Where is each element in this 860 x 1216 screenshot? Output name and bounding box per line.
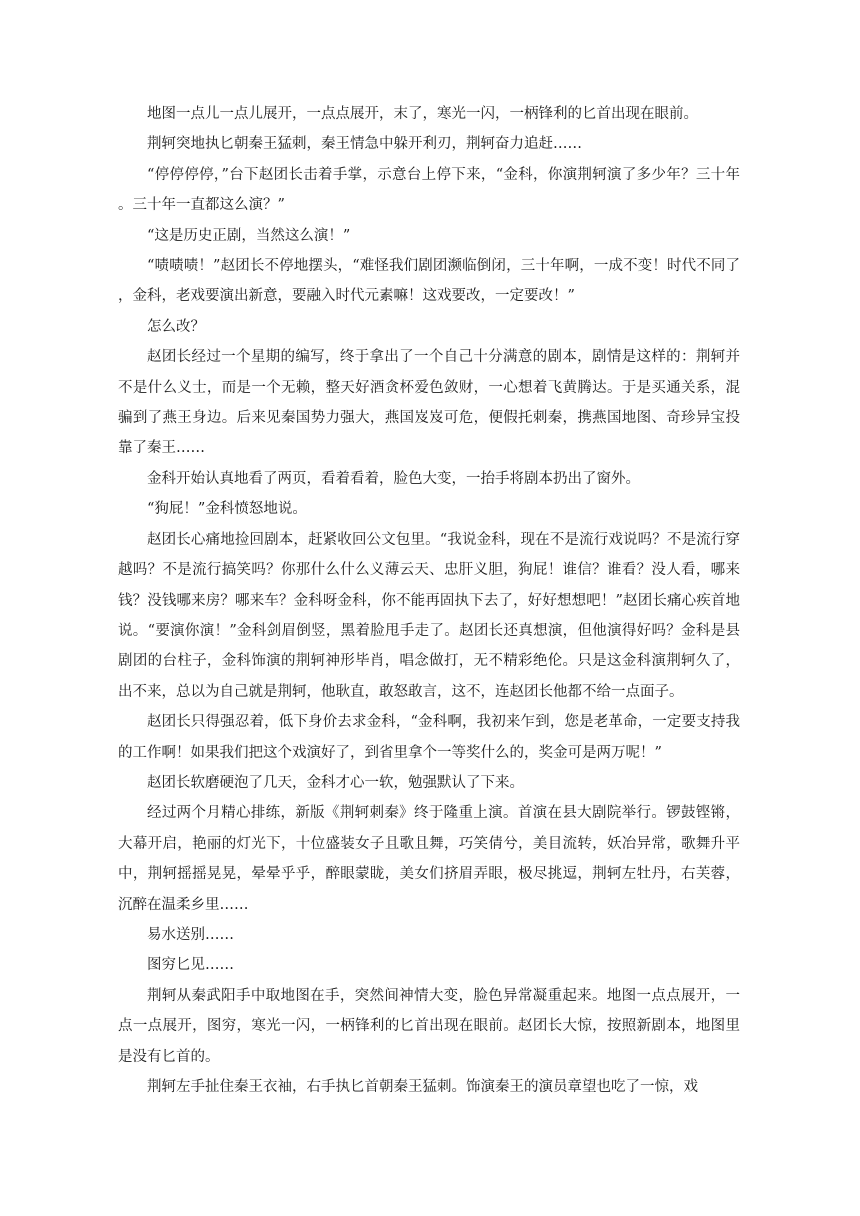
paragraph-17: 荆轲左手扯住秦王衣袖，右手执匕首朝秦王猛刺。饰演秦王的演员章望也吃了一惊，戏	[147, 1079, 698, 1095]
paragraph-10: 赵团长心痛地捡回剧本，赶紧收回公文包里。“我说金科，现在不是流行戏说吗？不是流行穿越吗？不是流行搞笑吗？你那什么什么义薄云天、忠肝义胆，狗屁！谁信？谁看？没人看，哪来钱？没钱哪来房？哪来车？金科呀金科，你不能再固执下去了，好好想想吧！”赵团长痛心疾首地说。“要演你演！”金科剑眉倒竖，黑着脸甩手走了。赵团长还真想演，但他演得好吗？金科是县剧团的台柱子，金科饰演的荆轲神形毕肖，唱念做打，无不精彩绝伦。只是这金科演荆轲久了，出不来，总以为自己就是荆轲，他耿直，敢怒敢言，这不，连赵团长他都不给一点面子。	[118, 531, 740, 700]
paragraph-7: 赵团长经过一个星期的编写，终于拿出了一个自己十分满意的剧本，剧情是这样的：荆轲并不是什么义士，而是一个无赖，整天好酒贪杯爱色敛财，一心想着飞黄腾达。于是买通关系，混骗到了燕王身边。后来见秦国势力强大，燕国岌岌可危，便假托刺秦，携燕国地图、奇珍异宝投靠了秦王……	[118, 349, 740, 457]
paragraph-15: 图穷匕见……	[147, 957, 234, 974]
story-text	[118, 99, 740, 1102]
paragraph-8: 金科开始认真地看了两页，看着看着，脸色大变，一抬手将剧本扔出了窗外。	[147, 470, 640, 487]
paragraph-4: “这是历史正剧，当然这么演！”	[147, 227, 351, 244]
paragraph-13: 经过两个月精心排练，新版《荆轲刺秦》终于隆重上演。首演在县大剧院举行。锣鼓铿锵，大幕开启，艳丽的灯光下，十位盛装女子且歌且舞，巧笑倩兮，美目流转，妖冶异常，歌舞升平中，荆轲摇摇晃晃，晕晕乎乎，醉眼蒙眬，美女们挤眉弄眼，极尽挑逗，荆轲左牡丹，右芙蓉，沉醉在温柔乡里……	[118, 805, 740, 913]
paragraph-5: “啧啧啧！”赵团长不停地摆头，“难怪我们剧团濒临倒闭，三十年啊，一成不变！时代不同了，金科，老戏要演出新意，要融入时代元素嘛！这戏要改，一定要改！”	[118, 258, 740, 305]
paragraph-16: 荆轲从秦武阳手中取地图在手，突然间神情大变，脸色异常凝重起来。地图一点点展开，一点一点展开，图穷，寒光一闪，一柄锋利的匕首出现在眼前。赵团长大惊，按照新剧本，地图里是没有匕首的。	[118, 987, 740, 1065]
paragraph-2: 荆轲突地执匕朝秦王猛刺，秦王情急中躲开利刃，荆轲奋力追赶……	[147, 136, 582, 153]
paragraph-1: 地图一点儿一点儿展开，一点点展开，末了，寒光一闪，一柄锋利的匕首出现在眼前。	[147, 106, 698, 122]
paragraph-12: 赵团长软磨硬泡了几天，金科才心一软，勉强默认了下来。	[147, 774, 524, 791]
paragraph-6: 怎么改？	[147, 318, 205, 335]
paragraph-11: 赵团长只得强忍着，低下身价去求金科，“金科啊，我初来乍到，您是老革命，一定要支持我的工作啊！如果我们把这个戏演好了，到省里拿个一等奖什么的，奖金可是两万呢！”	[118, 714, 740, 761]
paragraph-9: “狗屁！”金科愤怒地说。	[147, 501, 307, 518]
paragraph-3: “停停停停，”台下赵团长击着手掌，示意台上停下来，“金科，你演荆轲演了多少年？三十年。三十年一直都这么演？”	[118, 166, 740, 214]
paragraph-14: 易水送别……	[147, 926, 234, 943]
